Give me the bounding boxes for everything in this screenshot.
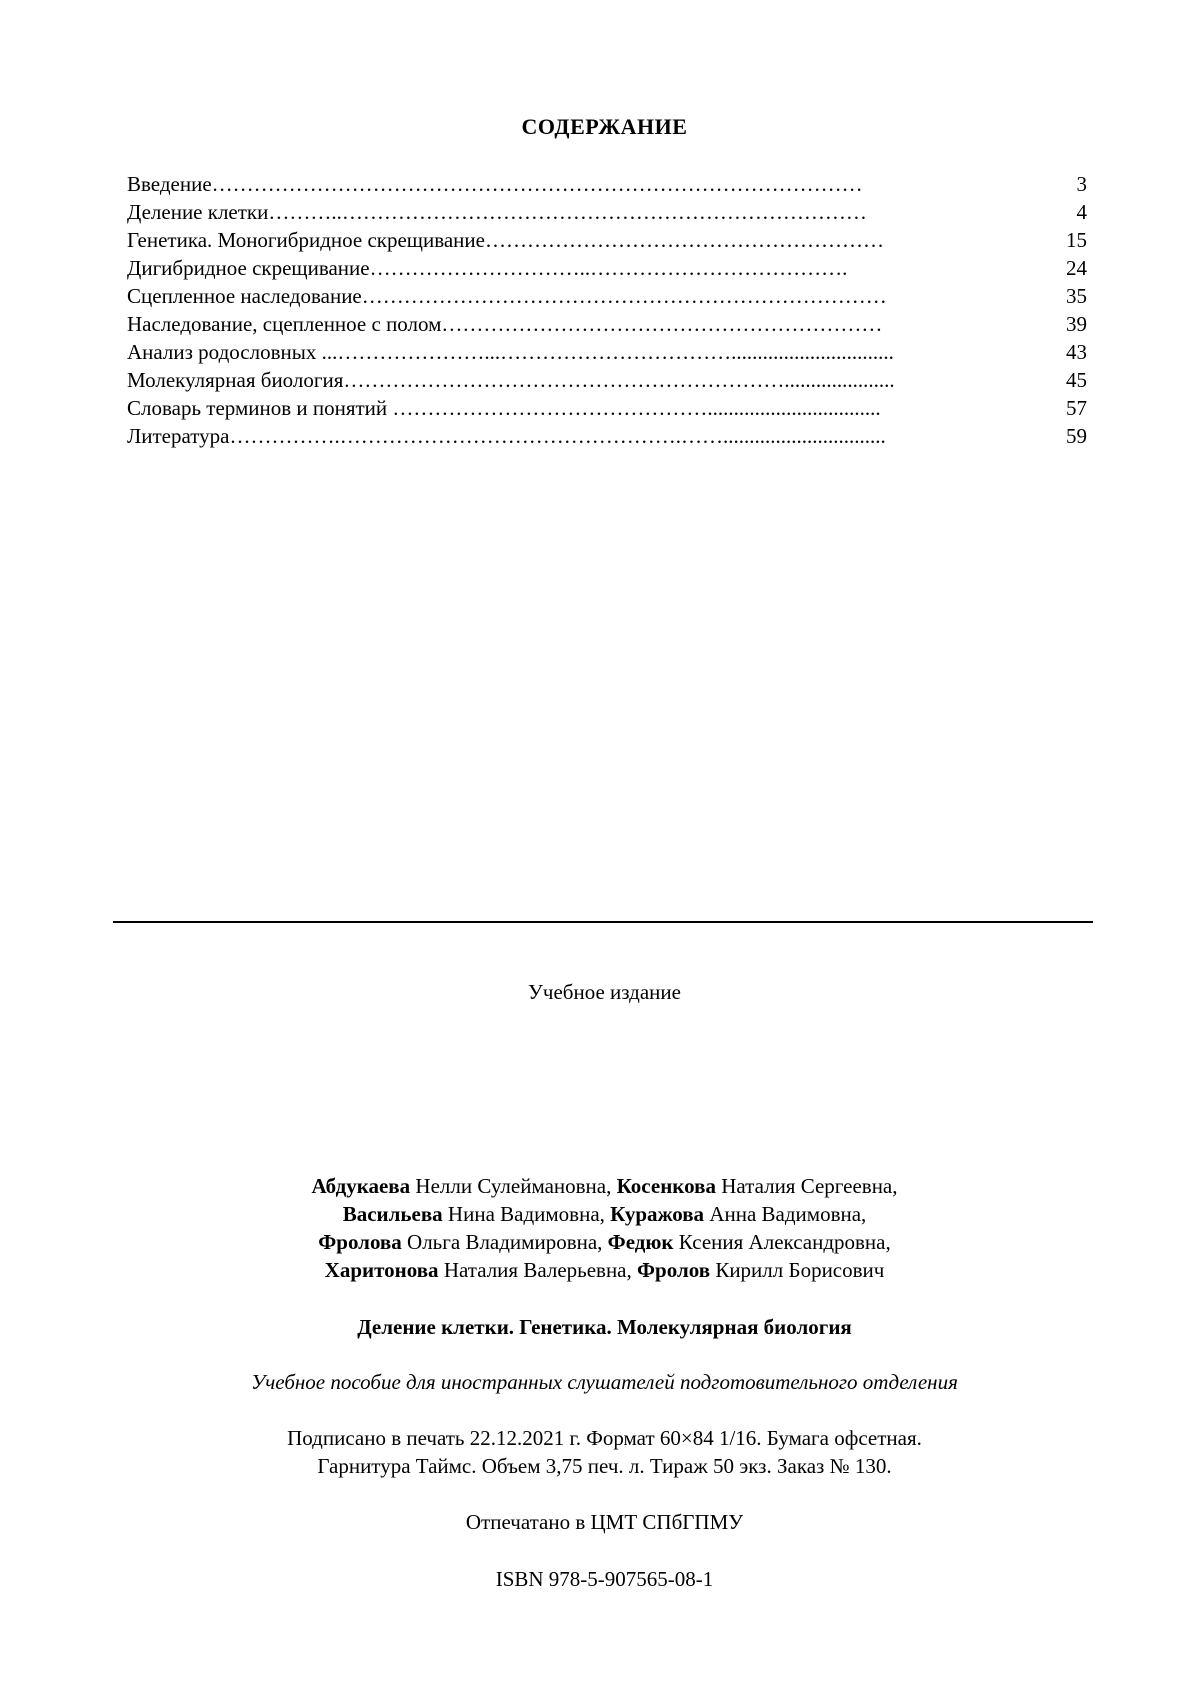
toc-entry-page: 45	[1066, 368, 1087, 392]
toc-entry-page: 59	[1066, 424, 1087, 448]
authors-line	[0, 1172, 1200, 1200]
toc-entry	[127, 282, 1087, 310]
toc-entry-label: Сцепленное наследование…………………………………………………………………	[127, 284, 887, 308]
printed-by: Отпечатано в ЦМТ СПбГПМУ	[465, 1510, 744, 1534]
table-of-contents	[127, 170, 1087, 450]
author-given-name: Анна Вадимовна,	[704, 1202, 867, 1226]
author-given-name: Кирилл Борисович	[710, 1258, 885, 1282]
isbn: ISBN 978-5-907565-08-1	[495, 1567, 714, 1591]
author-surname: Васильева	[342, 1202, 443, 1226]
toc-entry-label: Словарь терминов и понятий ……………………………………….................................	[127, 396, 881, 420]
author-surname: Федюк	[607, 1230, 674, 1254]
toc-entry-label: Дигибридное скрещивание…………………………..……………………………….	[127, 256, 848, 280]
toc-entry	[127, 226, 1087, 254]
imprint-line: Гарнитура Таймс. Объем 3,75 печ. л. Тираж 50 экз. Заказ № 130.	[317, 1454, 892, 1478]
author-given-name: Ольга Владимировна,	[401, 1230, 608, 1254]
author-surname: Косенкова	[616, 1174, 716, 1198]
toc-entry-label: Молекулярная биология……………………………………………………….....................	[127, 368, 895, 392]
toc-entry-label: Деление клетки………..…………………………………………………………………	[127, 200, 867, 224]
section-divider	[113, 921, 1093, 923]
author-surname: Куражова	[610, 1202, 705, 1226]
toc-entry-label: Введение…………………………………………………………………………………	[127, 172, 863, 196]
author-given-name: Наталия Валерьевна,	[438, 1258, 638, 1282]
authors-line	[0, 1200, 1200, 1228]
toc-entry	[127, 254, 1087, 282]
authors-line	[0, 1228, 1200, 1256]
edition-type: Учебное издание	[528, 980, 681, 1004]
toc-entry-label: Генетика. Моногибридное скрещивание…………………………………………………	[127, 228, 884, 252]
imprint-line: Подписано в печать 22.12.2021 г. Формат 60×84 1/16. Бумага офсетная.	[287, 1426, 922, 1450]
toc-entry-page: 35	[1066, 284, 1087, 308]
toc-title: СОДЕРЖАНИЕ	[521, 114, 688, 139]
toc-entry	[127, 394, 1087, 422]
toc-entry-page: 4	[1076, 200, 1087, 224]
toc-entry	[127, 338, 1087, 366]
toc-entry	[127, 422, 1087, 450]
authors-line	[0, 1256, 1200, 1284]
toc-entry-label: Анализ родословных ...…………………...……………………………...............................	[127, 340, 894, 364]
authors-block	[0, 1172, 1200, 1284]
author-surname: Харитонова	[324, 1258, 439, 1282]
toc-entry-page: 3	[1076, 172, 1087, 196]
toc-entry-page: 43	[1066, 340, 1087, 364]
author-surname: Фролова	[318, 1230, 402, 1254]
toc-entry	[127, 366, 1087, 394]
author-surname: Абдукаева	[311, 1174, 411, 1198]
author-given-name: Наталия Сергеевна,	[715, 1174, 898, 1198]
toc-entry-page: 15	[1066, 228, 1087, 252]
toc-entry-page: 24	[1066, 256, 1087, 280]
toc-entry-page: 57	[1066, 396, 1087, 420]
book-subtitle: Учебное пособие для иностранных слушателей подготовительного отделения	[251, 1370, 958, 1394]
toc-entry	[127, 310, 1087, 338]
toc-entry-page: 39	[1066, 312, 1087, 336]
toc-entry-label: Наследование, сцепленное с полом………………………………………………………	[127, 312, 883, 336]
imprint-details	[0, 1424, 1200, 1480]
author-given-name: Ксения Александровна,	[673, 1230, 891, 1254]
author-given-name: Нина Вадимовна,	[442, 1202, 611, 1226]
toc-entry	[127, 170, 1087, 198]
author-surname: Фролов	[637, 1258, 711, 1282]
toc-entry-label: Литература…………….………………………………………….……...............................	[127, 424, 886, 448]
toc-entry	[127, 198, 1087, 226]
book-title: Деление клетки. Генетика. Молекулярная биология	[357, 1315, 852, 1339]
author-given-name: Нелли Сулеймановна,	[410, 1174, 617, 1198]
